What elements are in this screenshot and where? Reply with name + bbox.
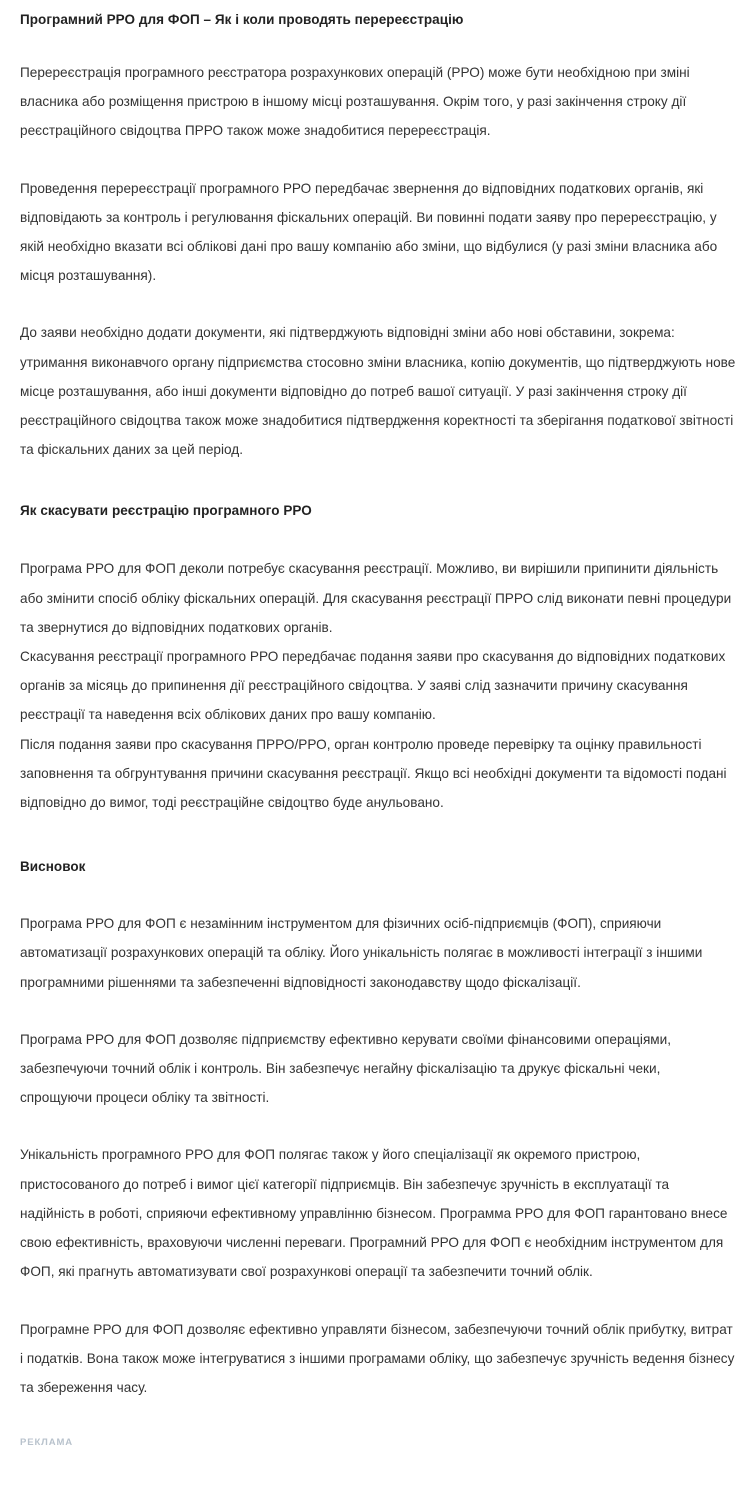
- conclusion-paragraph-4: Програмне РРО для ФОП дозволяє ефективно управляти бізнесом, забезпечуючи точний облік прибутку, витрат і податків. Вона також може інтегруватися з іншими програмами обліку, що забезпечує зручність ведення бізнесу та збереження часу.: [20, 1321, 735, 1395]
- spacer: [20, 30, 736, 58]
- spacer: [20, 290, 736, 318]
- spacer: [20, 146, 736, 174]
- spacer: [20, 521, 736, 554]
- spacer: [20, 1402, 736, 1436]
- intro-paragraph-1: Перереєстрація програмного реєстратора розрахункових операцій (РРО) може бути необхідною при зміні власника або розміщення пристрою в іншому місці розташування. Окрім того, у разі закінчення строку дії реєстраційного свідоцтва ПРРО також може знадобитися перереєстрація.: [20, 65, 690, 139]
- spacer: [20, 1112, 736, 1140]
- conclusion-paragraph-1: Програма РРО для ФОП є незамінним інструментом для фізичних осіб-підприємців (ФОП), сприяючи автоматизації розрахункових операцій та обліку. Його унікальність полягає в можливості інтеграції з іншими програмними рішеннями та забезпеченні відповідності законодавству щодо фіскалізації.: [20, 916, 703, 990]
- page-title: Програмний РРО для ФОП – Як і коли проводять перереєстрацію: [20, 12, 464, 27]
- conclusion-paragraph-2: Програма РРО для ФОП дозволяє підприємству ефективно керувати своїми фінансовими операціями, забезпечуючи точний облік і контроль. Він забезпечує негайну фіскалізацію та друкує фіскальні чеки, спрощуючи процеси обліку та звітності.: [20, 1031, 672, 1106]
- section-heading-cancel-registration: Як скасувати реєстрацію програмного РРО: [20, 503, 312, 519]
- spacer: [20, 1287, 736, 1315]
- advertisement-label: РЕКЛАМА: [20, 1437, 74, 1449]
- cancel-line-3: Після подання заяви про скасування ПРРО/РРО, орган контролю проведе перевірку та оцінку правильності заповнення та обгрунтування причини скасування реєстрації. Якщо всі необхідні документи та відомості подані відповідно до вимог, тоді реєстраційне свідоцтво буде анульовано.: [20, 736, 727, 811]
- spacer: [20, 877, 736, 909]
- cancel-line-1: Програма РРО для ФОП деколи потребує скасування реєстрації. Можливо, ви вирішили припинити діяльність або змінити спосіб обліку фіскальних операцій. Для скасування реєстрації ПРРО слід виконати певні процедури та звернутися до відповідних податкових органів.: [20, 561, 732, 635]
- cancel-line-2: Скасування реєстрації програмного РРО передбачає подання заяви про скасування до відповідних податкових органів за місяць до припинення дії реєстраційного свідоцтва. У заяві слід зазначити причину скасування реєстрації та наведення всіх облікових даних про вашу компанію.: [20, 649, 726, 723]
- section-heading-conclusion: Висновок: [20, 859, 86, 875]
- intro-paragraph-2: Проведення перереєстрації програмного РРО передбачає звернення до відповідних податкових органів, які відповідають за контроль і регулювання фіскальних операцій. Ви повинні подати заяву про перереєстрацію, у якій необхідно вказати всі облікові дані про вашу компанію або зміни, що відбулися (у разі зміни власника або місця розташування).: [20, 180, 718, 284]
- intro-paragraph-3: До заяви необхідно додати документи, які підтверджують відповідні зміни або нові обставини, зокрема: утримання виконавчого органу підприємства стосовно зміни власника, копію документів, що підтверджують нове місце розташування, або інші документи відповідно до потреб вашої ситуації. У разі закінчення строку дії реєстраційного свідоцтва також може знадобитися підтвердження коректності та зберігання податкової звітності та фіскальних даних за цей період.: [20, 325, 736, 458]
- conclusion-paragraph-3: Унікальність програмного РРО для ФОП полягає також у його спеціалізації як окремого пристрою, пристосованого до потреб і вимог цієї категорії підприємців. Він забезпечує зручність в експлуатації та надійність в роботі, сприяючи ефективному управлінню бізнесом. Программа РРО для ФОП гарантовано внесе свою ефективність, враховуючи численні переваги. Програмний РРО для ФОП є необхідним інструментом для ФОП, які прагнуть автоматизувати свої розрахункові операції та забезпечити точний облік.: [20, 1147, 728, 1280]
- spacer: [20, 817, 736, 857]
- advertisement-slot[interactable]: [20, 1450, 736, 1496]
- spacer: [20, 997, 736, 1025]
- spacer: [20, 464, 736, 501]
